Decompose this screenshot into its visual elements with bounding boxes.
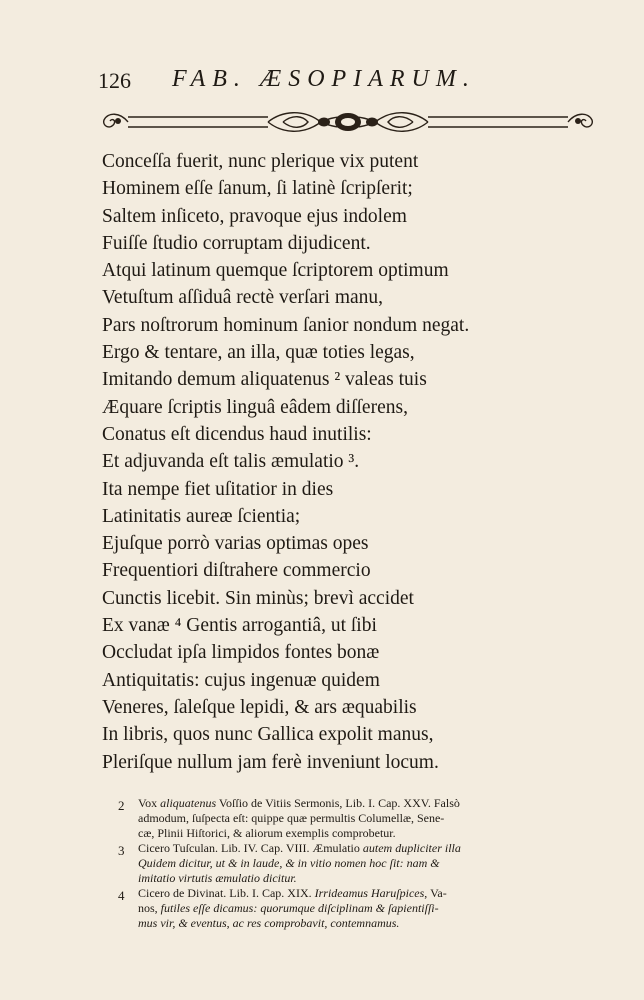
footnote <box>118 886 588 931</box>
verse-line: Hominem eſſe ſanum, ſi latinè ſcripſerit; <box>102 178 413 200</box>
verse-line: Atqui latinum quemque ſcriptorem optimum <box>102 260 449 282</box>
footnote-text: Cicero Tuſculan. Lib. IV. Cap. VIII. Æmulatio <box>138 841 363 855</box>
footnote-text: , <box>226 916 233 930</box>
footnote-text: mus vir, & eventus <box>138 916 227 930</box>
verse-line: Pleriſque nullum jam ferè inveniunt locum. <box>102 751 439 773</box>
footnote-text: Vox <box>138 796 161 810</box>
verse-line: Imitando demum aliquatenus ² valeas tuis <box>102 369 427 391</box>
verse-line: Ex vanæ ⁴ Gentis arrogantiâ, ut ſibi <box>102 615 377 637</box>
footnote-line <box>138 871 588 886</box>
footnote-line <box>138 886 588 901</box>
footnote-text: autem dupliciter illa <box>362 841 461 855</box>
footnote-text: nos, <box>138 901 161 915</box>
verse-line: Latinitatis aureæ ſcientia; <box>102 505 301 527</box>
verse-line: Et adjuvanda eſt talis æmulatio ³. <box>102 451 360 473</box>
footnote-line <box>138 826 588 841</box>
verse-line: Conatus eſt dicendus haud inutilis: <box>102 423 372 445</box>
footnote-text: Irrideamus Haruſpices <box>314 886 425 900</box>
verse-line: Pars noſtrorum hominum ſanior nondum negat. <box>102 314 470 336</box>
footnote-text: futiles eſſe dicamus: quorumque diſciplinam & ſapientiſſi- <box>160 901 439 915</box>
verse-line: Frequentiori diſtrahere commercio <box>102 560 371 582</box>
verse-line: Cunctis licebit. Sin minùs; brevì accidet <box>102 587 414 609</box>
footnote <box>118 841 588 886</box>
footnote-text: Cicero de Divinat. Lib. I. Cap. XIX. <box>138 886 315 900</box>
verse-line: Ejuſque porrò varias optimas opes <box>102 533 369 555</box>
footnote-text: Quidem dicitur, ut & in laude, & in vitio nomen hoc ſit: nam & <box>138 856 440 870</box>
footnote-line <box>138 811 588 826</box>
verse-line: Ita nempe fiet uſitatior in dies <box>102 478 334 500</box>
footnote-number: 3 <box>118 843 125 858</box>
verse-line: Fuiſſe ſtudio corruptam dijudicent. <box>102 232 371 254</box>
footnote-text: Voſſio de Vitiis Sermonis, Lib. I. Cap. XXV. Falsò <box>216 796 460 810</box>
footnote-text: ac res comprobavit, contemnamus. <box>232 916 400 930</box>
footnote-line <box>138 796 588 811</box>
footnote-line <box>138 901 588 916</box>
footnote-number: 4 <box>118 888 125 903</box>
verse-line: Antiquitatis: cujus ingenuæ quidem <box>102 669 380 691</box>
footnote-line <box>138 841 588 856</box>
verse-line: Occludat ipſa limpidos fontes bonæ <box>102 642 380 664</box>
verse-line: Conceſſa fuerit, nunc plerique vix putent <box>102 151 419 172</box>
footnote-text: admodum, ſuſpecta eſt: quippe quæ permultis Columellæ, Sene- <box>138 811 445 825</box>
footnote-text: aliquatenus <box>160 796 217 810</box>
footnote-number: 2 <box>118 798 125 813</box>
verse-line: Ergo & tentare, an illa, quæ toties legas, <box>102 342 415 364</box>
verse-line: Æquare ſcriptis linguâ eâdem diſſerens, <box>102 396 408 418</box>
decorative-headpiece-rule <box>98 106 598 138</box>
footnote-line <box>138 856 588 871</box>
verse-line: Veneres, ſaleſque lepidi, & ars æquabilis <box>102 696 417 718</box>
footnote-text: imitatio virtutis æmulatio dicitur. <box>138 871 297 885</box>
footnote-line <box>138 916 588 931</box>
footnote-text: , Va- <box>424 886 447 900</box>
page-header <box>98 66 528 100</box>
verse-line: Saltem inſiceto, pravoque ejus indolem <box>102 205 407 227</box>
verse-text <box>102 148 542 776</box>
page-number: 126 <box>98 68 131 93</box>
verse-line: Vetuſtum aſſiduâ rectè verſari manu, <box>102 287 384 309</box>
verse-line: In libris, quos nunc Gallica expolit manus, <box>102 724 434 746</box>
running-title: FAB. ÆSOPIARUM. <box>172 66 476 92</box>
footnote-text: cæ, Plinii Hiſtorici, & aliorum exemplis comprobetur. <box>138 826 396 840</box>
footnotes <box>118 796 588 931</box>
footnote <box>118 796 588 841</box>
